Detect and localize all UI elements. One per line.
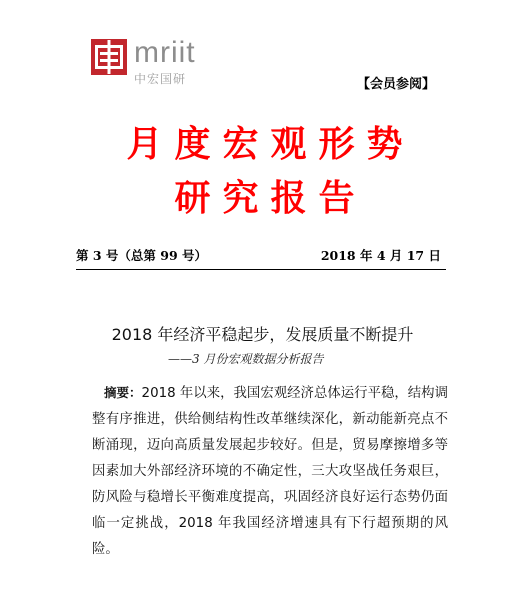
issue-date: 2018 年 4 月 17 日 xyxy=(320,248,441,263)
logo-brand-cn: 中宏国研 xyxy=(134,72,187,86)
logo-brand-en: mriit xyxy=(134,36,196,69)
report-title-line1: 月度宏观形势 xyxy=(126,123,415,165)
abstract xyxy=(92,380,448,563)
mriit-logo-mark-icon xyxy=(90,38,128,76)
header-divider xyxy=(76,269,446,270)
article-title: 2018 年经济平稳起步，发展质量不断提升 xyxy=(111,325,414,344)
abstract-text: 2018 年以来，我国宏观经济总体运行平稳，结构调整有序推进，供给侧结构性改革继续深化，新动能新亮点不断涌现，迈向高质量发展起步较好。但是，贸易摩擦增多等因素加大外部经济环境的不确定性，三大攻坚战任务艰巨，防风险与稳增长平衡难度提高，巩固经济良好运行态势仍面临一定挑战，2018 年我国经济增速具有下行超预期的风险。 xyxy=(92,386,448,557)
member-tag: 【会员参阅】 xyxy=(356,77,435,92)
abstract-label: 摘要： xyxy=(104,385,142,400)
issue-number: 第 3 号（总第 99 号） xyxy=(76,248,208,263)
logo xyxy=(90,38,210,84)
report-title-line2: 研究报告 xyxy=(174,177,367,219)
article-subtitle: ——3 月份宏观数据分析报告 xyxy=(168,352,324,366)
